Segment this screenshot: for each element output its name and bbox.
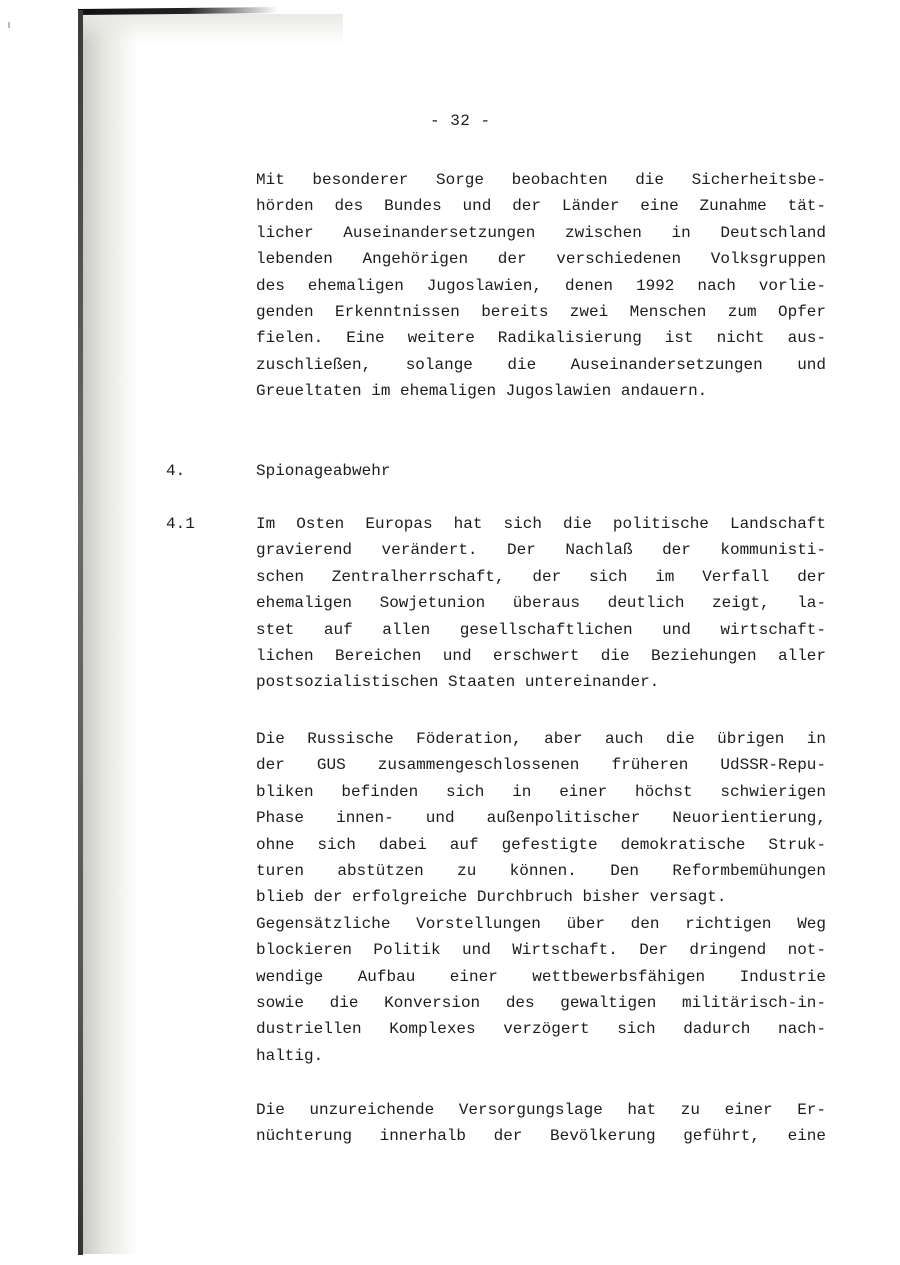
section-number: 4.	[166, 462, 186, 480]
text-line: zuschließen, solange die Auseinandersetzungen und	[256, 355, 826, 374]
text-line: haltig.	[256, 1046, 324, 1065]
text-line: stet auf allen gesellschaftlichen und wirtschaft-	[256, 620, 826, 639]
text-line: ehemaligen Sowjetunion überaus deutlich zeigt, la-	[256, 594, 826, 613]
text-line: schen Zentralherrschaft, der sich im Verfall der	[256, 567, 826, 586]
text-line: Mit besonderer Sorge beobachten die Sicherheitsbe-	[256, 171, 826, 189]
page-top-shadow	[83, 14, 343, 44]
text-line: sowie die Konversion des gewaltigen militärisch-in-	[256, 993, 826, 1012]
text-line: Phase innen- und außenpolitischer Neuorientierung,	[256, 809, 826, 828]
text-line: hörden des Bundes und der Länder eine Zunahme tät-	[256, 197, 826, 216]
text-line: Die Russische Föderation, aber auch die übrigen in	[256, 730, 826, 748]
text-line: Gegensätzliche Vorstellungen über den richtigen Weg	[256, 914, 826, 933]
text-line: ohne sich dabei auf gefestigte demokratische Struk-	[256, 835, 826, 854]
text-line: lebenden Angehörigen der verschiedenen Volksgruppen	[256, 250, 826, 269]
text-line: Greueltaten im ehemaligen Jugoslawien andauern.	[256, 382, 708, 401]
page-edge-left	[78, 10, 83, 1255]
text-line: lichen Bereichen und erschwert die Beziehungen aller	[256, 646, 826, 665]
text-line: des ehemaligen Jugoslawien, denen 1992 nach vorlie-	[256, 276, 826, 295]
text-line: nüchterung innerhalb der Bevölkerung geführt, eine	[256, 1127, 826, 1146]
text-line: Im Osten Europas hat sich die politische Landschaft	[256, 515, 826, 533]
section-title: Spionageabwehr	[256, 462, 391, 480]
text-line: gravierend verändert. Der Nachlaß der kommunisti-	[256, 541, 826, 560]
text-line: bliken befinden sich in einer höchst schwierigen	[256, 782, 826, 801]
page-number: - 32 -	[430, 112, 491, 130]
paragraph-4-1	[256, 511, 826, 696]
text-line: dustriellen Komplexes verzögert sich dadurch nach-	[256, 1020, 826, 1039]
text-line: licher Auseinandersetzungen zwischen in Deutschland	[256, 223, 826, 242]
scan-artifact	[8, 22, 10, 28]
text-line: genden Erkenntnissen bereits zwei Menschen zum Opfer	[256, 302, 826, 321]
text-line: Die unzureichende Versorgungslage hat zu einer Er-	[256, 1101, 826, 1119]
paragraph-1	[256, 167, 826, 405]
text-line: postsozialistischen Staaten untereinander.	[256, 673, 660, 692]
paragraph-4	[256, 1097, 826, 1150]
text-line: fielen. Eine weitere Radikalisierung ist nicht aus-	[256, 329, 826, 348]
subsection-number: 4.1	[166, 515, 195, 533]
page-shadow	[83, 14, 138, 1254]
paragraph-3	[256, 726, 826, 1069]
text-line: turen abstützen zu können. Den Reformbemühungen	[256, 861, 826, 880]
text-line: der GUS zusammengeschlossenen früheren UdSSR-Repu-	[256, 756, 826, 775]
text-line: wendige Aufbau einer wettbewerbsfähigen Industrie	[256, 967, 826, 986]
text-line: blockieren Politik und Wirtschaft. Der dringend not-	[256, 941, 826, 960]
text-line: blieb der erfolgreiche Durchbruch bisher versagt.	[256, 888, 727, 907]
